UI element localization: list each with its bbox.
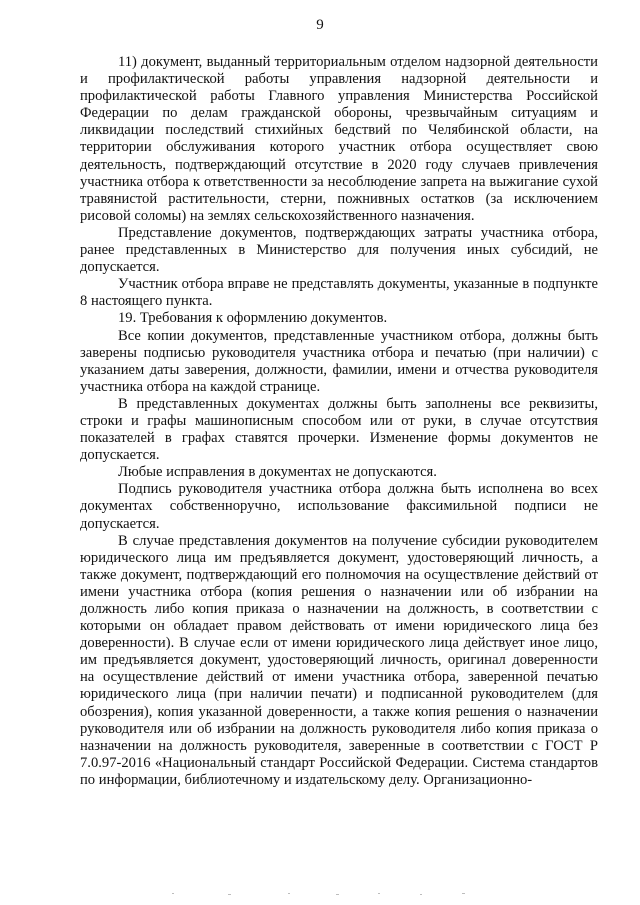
paragraph-optional-documents: Участник отбора вправе не представлять документы, указанные в подпункте 8 настоящего пункта. — [80, 276, 598, 310]
paragraph-handwritten-signature: Подпись руководителя участника отбора должна быть исполнена во всех документах собственноручно, использование факсимильной подписи не допускается. — [80, 481, 598, 532]
paragraph-copies-certification: Все копии документов, представленные участником отбора, должны быть заверены подписью руководителя участника отбора и печатью (при наличии) с указанием даты заверения, должности, фамилии, имени и отчества руководителя участника отбора на каждой странице. — [80, 327, 598, 395]
paragraph-required-fields: В представленных документах должны быть заполнены все реквизиты, строки и графы машинописным способом или от руки, в случае отсутствия показателей в графах ставятся прочерки. Изменение формы документов не допускается. — [80, 395, 598, 464]
page-number: 9 — [316, 17, 324, 33]
document-body — [80, 54, 598, 789]
scan-artifact-marks — [0, 892, 640, 898]
paragraph-item-11: 11) документ, выданный территориальным отделом надзорной деятельности и профилактической работы управления надзорной деятельности и профилактической работы Главного управления Министерства Российской Федерации по делам гражданской обороны, чрезвычайным ситуациям и ликвидации последствий стихийных бедствий по Челябинской области, на территории обслуживания которого участник отбора осуществляет свою деятельность, подтверждающий отсутствие в 2020 году случаев привлечения участника отбора к ответственности за несоблюдение запрета на выжигание сухой травянистой растительности, стерни, пожнивных остатков (за исключением рисовой соломы) на землях сельскохозяйственного назначения. — [80, 54, 598, 224]
section-heading-19: 19. Требования к оформлению документов. — [118, 310, 388, 327]
paragraph-no-corrections: Любые исправления в документах не допускаются. — [118, 464, 437, 481]
paragraph-documents-presentation: Представление документов, подтверждающих затраты участника отбора, ранее представленных в Министерство для получения иных субсидий, не допускается. — [80, 224, 598, 276]
paragraph-representation-authority: В случае представления документов на получение субсидии руководителем юридического лица им предъявляется документ, удостоверяющий личность, а также документ, подтверждающий его полномочия на осуществление действий от имени участника отбора (копия решения о назначении или об избрании на должность либо копия приказа о назначении на должность, в соответствии с которыми он обладает правом действовать от имени юридического лица без доверенности). В случае если от имени юридического лица действует иное лицо, им предъявляется документ, удостоверяющий личность, оригинал доверенности на осуществление действий от имени участника отбора, заверенной печатью юридического лица (при наличии печати) и подписанной руководителем (для обозрения), копия указанной доверенности, а также копия решения о назначении руководителя или об избрании на должность руководителя либо копия приказа о назначении на должность руководителя, заверенные в соответствии с ГОСТ Р 7.0.97-2016 «Национальный стандарт Российской Федерации. Система стандартов по информации, библиотечному и издательскому делу. Организационно- — [80, 532, 598, 788]
